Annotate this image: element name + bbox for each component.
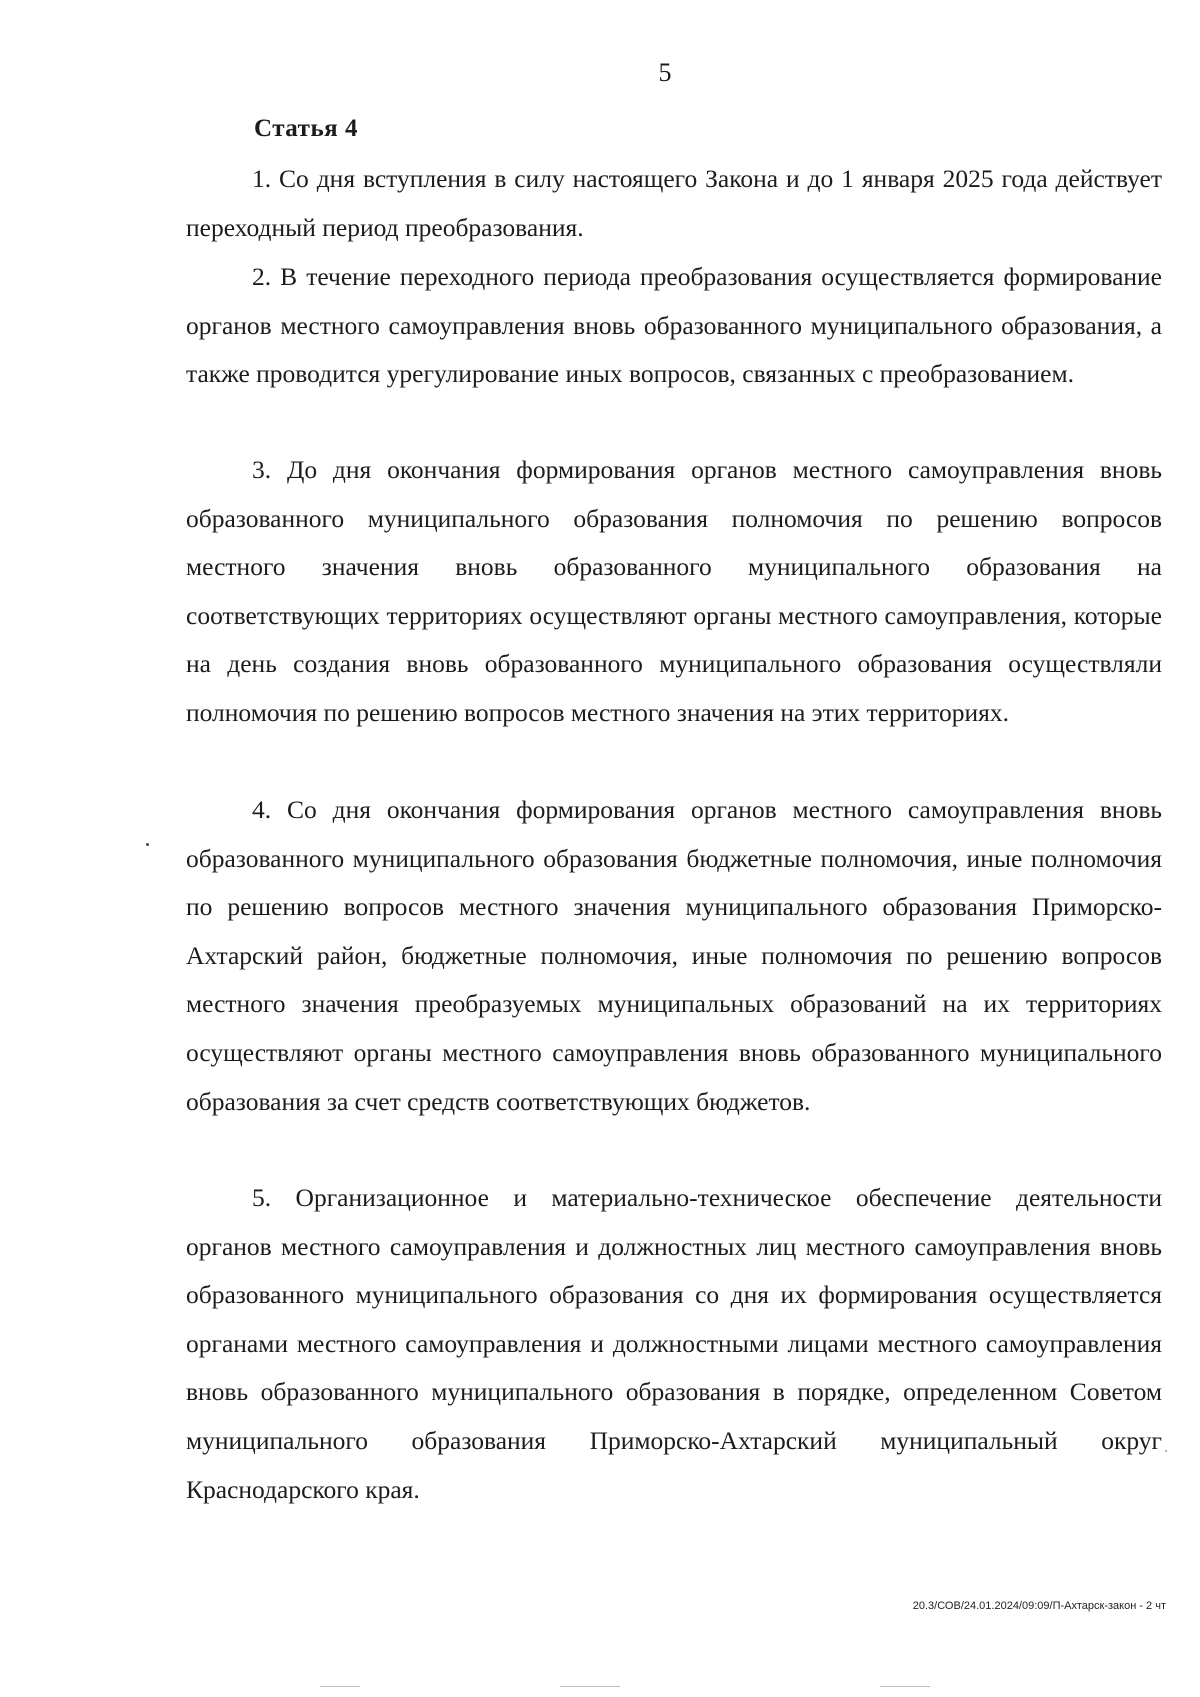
paragraph-5: 5. Организационное и материально-техническое обеспечение деятельности органов местного самоуправления и должностных лиц местного самоуправления вновь образованного муниципального образования со дня их формирования осуществляется органами местного самоуправления и должностными лицами местного самоуправления вновь образованного муниципального образования в порядке, определенном Советом муниципального образования Приморско-Ахтарский муниципальный округ Краснодарского края. — [186, 1183, 1162, 1504]
paragraph-3: 3. До дня окончания формирования органов местного самоуправления вновь образованного муниципального образования полномочия по решению вопросов местного значения вновь образованного муниципального образования на соответствующих территориях осуществляют органы местного самоуправления, которые на день создания вновь образованного муниципального образования осуществляли полномочия по решению вопросов местного значения на этих территориях. — [186, 455, 1162, 727]
paragraph-2: 2. В течение переходного периода преобразования осуществляется формирование органов местного самоуправления вновь образованного муниципального образования, а также проводится урегулирование иных вопросов, связанных с преобразованием. — [186, 262, 1162, 389]
page-number: 5 — [658, 58, 672, 87]
scan-edge-mark — [560, 1686, 620, 1687]
document-footer-code: 20.3/СОВ/24.01.2024/09:09/П-Ахтарск-закон - 2 чт — [912, 1600, 1166, 1612]
scan-edge-mark — [320, 1686, 360, 1687]
scan-edge-mark — [880, 1686, 930, 1687]
scan-speck — [146, 843, 149, 846]
scan-speck — [1165, 1450, 1167, 1452]
paragraph-4: 4. Со дня окончания формирования органов местного самоуправления вновь образованного муниципального образования бюджетные полномочия, иные полномочия по решению вопросов местного значения муниципального образования Приморско-Ахтарский район, бюджетные полномочия, иные полномочия по решению вопросов местного значения преобразуемых муниципальных образований на их территориях осуществляют органы местного самоуправления вновь образованного муниципального образования за счет средств соответствующих бюджетов. — [186, 795, 1162, 1116]
article-heading: Статья 4 — [254, 115, 358, 142]
paragraph-1: 1. Со дня вступления в силу настоящего Закона и до 1 января 2025 года действует переходный период преобразования. — [186, 164, 1162, 242]
